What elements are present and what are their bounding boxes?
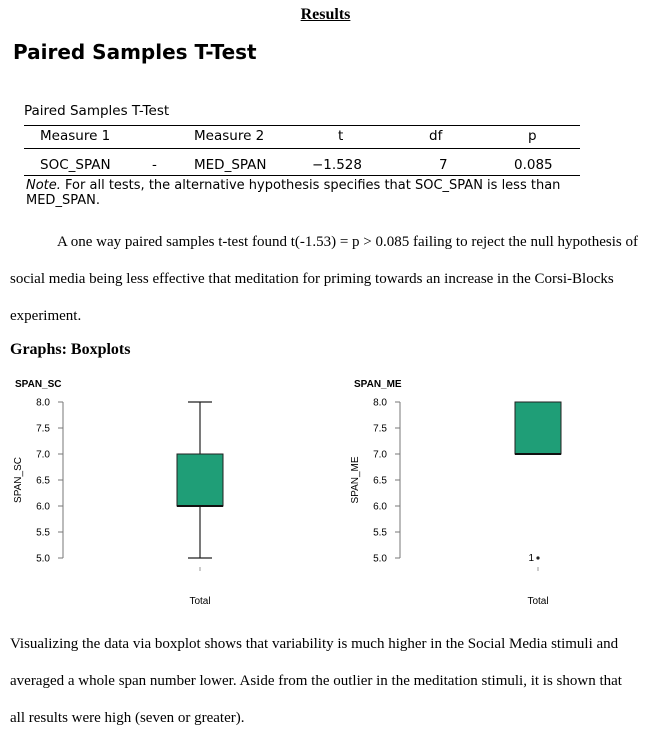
header-measure-1: Measure 1 (40, 128, 111, 144)
results-heading: Results (300, 6, 351, 23)
y-tick-label: 5.5 (373, 527, 387, 539)
outlier-label: 1 (528, 553, 534, 564)
results-paragraph-text: A one way paired samples t-test found t(-1.53) = p > 0.085 failing to reject the null hypothesis of social media being less effective that meditation for priming towards an increase in the Corsi-Blocks experiment. (10, 234, 638, 324)
box-iqr (515, 402, 561, 454)
table-bottom-rule (24, 175, 580, 176)
boxplot-span-sc-svg (0, 372, 320, 612)
cell-df-value: 7 (439, 157, 448, 173)
header-t: t (338, 128, 344, 144)
header-measure-2: Measure 2 (194, 128, 265, 144)
boxplot-span-sc (0, 372, 320, 612)
y-tick-label: 7.0 (36, 449, 50, 461)
cell-separator: - (152, 157, 157, 173)
note-label: Note. (26, 178, 61, 193)
y-tick-label: 8.0 (373, 397, 387, 409)
y-axis-label: SPAN_ME (350, 456, 361, 504)
header-df: df (429, 128, 443, 144)
y-tick-label: 7.5 (373, 423, 387, 435)
cell-p-value: 0.085 (514, 157, 553, 173)
y-tick-label: 5.0 (36, 553, 50, 565)
table-note (26, 178, 586, 208)
cell-measure-2: MED_SPAN (194, 157, 267, 173)
chart-title: SPAN_SC (15, 379, 62, 390)
cell-measure-1: SOC_SPAN (40, 157, 111, 173)
outlier-point (536, 556, 539, 559)
boxplot-span-me (330, 372, 650, 612)
table-caption: Paired Samples T-Test (24, 103, 170, 119)
table-top-rule (24, 125, 580, 126)
page-title: Paired Samples T-Test (13, 40, 257, 64)
results-paragraph (10, 224, 640, 335)
header-p: p (528, 128, 537, 144)
y-axis-label: SPAN_SC (13, 457, 24, 503)
y-tick-label: 6.5 (36, 475, 50, 487)
visualization-paragraph: Visualizing the data via boxplot shows that variability is much higher in the Social Media stimuli and averaged a whole span number lower. Aside from the outlier in the meditation stimuli, it is shown that all results were high (seven or greater). (10, 636, 622, 726)
y-tick-label: 8.0 (36, 397, 50, 409)
x-axis-label: Total (527, 596, 549, 607)
y-tick-label: 6.5 (373, 475, 387, 487)
y-tick-label: 5.0 (373, 553, 387, 565)
box-iqr (177, 454, 223, 506)
graphs-heading: Graphs: Boxplots (10, 341, 131, 358)
chart-title: SPAN_ME (354, 379, 402, 390)
y-tick-label: 6.0 (36, 501, 50, 513)
cell-t-value: −1.528 (312, 157, 362, 173)
boxplot-span-me-svg (330, 372, 650, 612)
y-tick-label: 7.5 (36, 423, 50, 435)
y-tick-label: 7.0 (373, 449, 387, 461)
x-axis-label: Total (189, 596, 211, 607)
y-tick-label: 6.0 (373, 501, 387, 513)
note-text: For all tests, the alternative hypothesis specifies that SOC_SPAN is less than MED_SPAN. (26, 178, 561, 208)
y-tick-label: 5.5 (36, 527, 50, 539)
table-header-rule (24, 148, 580, 149)
